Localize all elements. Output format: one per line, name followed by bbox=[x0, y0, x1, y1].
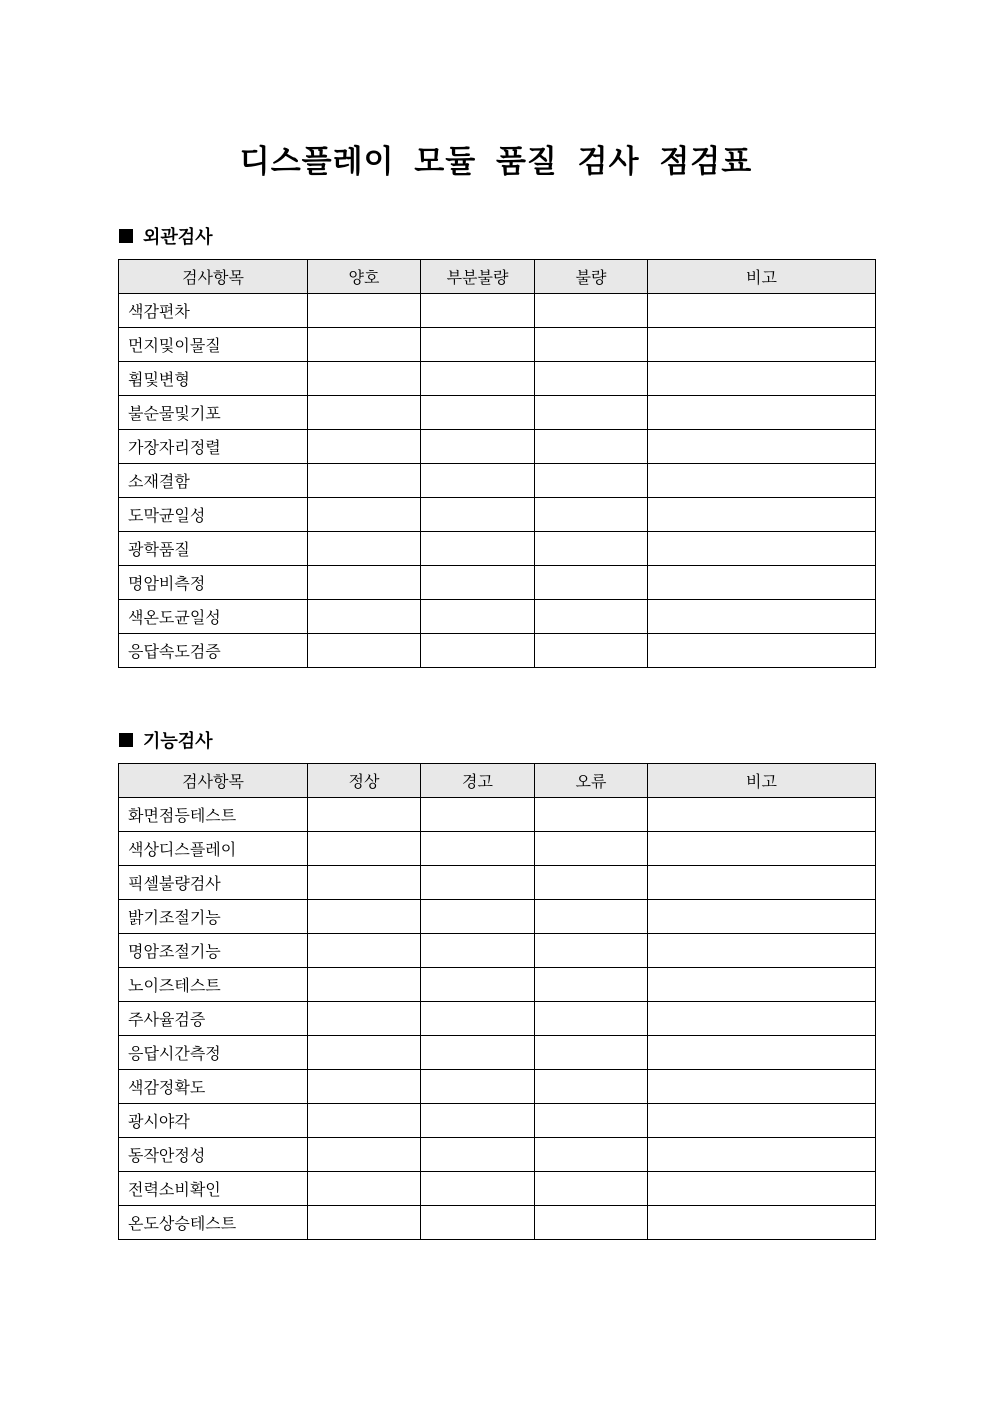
section-heading-appearance bbox=[119, 223, 213, 249]
table-row bbox=[119, 328, 876, 362]
inspection-item-label: 먼지및이물질 bbox=[119, 328, 308, 362]
status-cell-1[interactable] bbox=[308, 1172, 421, 1206]
inspection-item-label: 응답시간측정 bbox=[119, 1036, 308, 1070]
status-cell-1[interactable] bbox=[308, 1206, 421, 1240]
status-cell-2[interactable] bbox=[421, 396, 535, 430]
status-cell-2[interactable] bbox=[421, 934, 535, 968]
table-row bbox=[119, 1070, 876, 1104]
inspection-item-label: 밝기조절기능 bbox=[119, 900, 308, 934]
page-title: 디스플레이 모듈 품질 검사 점검표 bbox=[239, 144, 753, 180]
remarks-cell[interactable] bbox=[648, 798, 876, 832]
header-inspection-item: 검사항목 bbox=[119, 260, 308, 294]
square-bullet-icon bbox=[119, 733, 133, 747]
status-cell-3[interactable] bbox=[535, 396, 648, 430]
table-row bbox=[119, 968, 876, 1002]
remarks-cell[interactable] bbox=[648, 934, 876, 968]
inspection-item-label: 색감편차 bbox=[119, 294, 308, 328]
status-cell-3[interactable] bbox=[535, 900, 648, 934]
remarks-cell[interactable] bbox=[648, 634, 876, 668]
remarks-cell[interactable] bbox=[648, 498, 876, 532]
status-cell-1[interactable] bbox=[308, 832, 421, 866]
status-cell-2[interactable] bbox=[421, 1002, 535, 1036]
header-normal: 정상 bbox=[308, 764, 421, 798]
table-header-row bbox=[119, 260, 876, 294]
remarks-cell[interactable] bbox=[648, 900, 876, 934]
table-row bbox=[119, 396, 876, 430]
header-good: 양호 bbox=[308, 260, 421, 294]
status-cell-3[interactable] bbox=[535, 328, 648, 362]
status-cell-1[interactable] bbox=[308, 464, 421, 498]
status-cell-1[interactable] bbox=[308, 566, 421, 600]
table-row bbox=[119, 566, 876, 600]
table-row bbox=[119, 1104, 876, 1138]
remarks-cell[interactable] bbox=[648, 600, 876, 634]
table-row bbox=[119, 832, 876, 866]
status-cell-3[interactable] bbox=[535, 532, 648, 566]
status-cell-2[interactable] bbox=[421, 866, 535, 900]
remarks-cell[interactable] bbox=[648, 362, 876, 396]
status-cell-3[interactable] bbox=[535, 294, 648, 328]
status-cell-1[interactable] bbox=[308, 498, 421, 532]
status-cell-1[interactable] bbox=[308, 934, 421, 968]
table-row bbox=[119, 1206, 876, 1240]
status-cell-3[interactable] bbox=[535, 934, 648, 968]
status-cell-3[interactable] bbox=[535, 634, 648, 668]
header-inspection-item: 검사항목 bbox=[119, 764, 308, 798]
inspection-item-label: 색상디스플레이 bbox=[119, 832, 308, 866]
remarks-cell[interactable] bbox=[648, 566, 876, 600]
inspection-item-label: 명암조절기능 bbox=[119, 934, 308, 968]
status-cell-2[interactable] bbox=[421, 464, 535, 498]
status-cell-1[interactable] bbox=[308, 600, 421, 634]
appearance-inspection-table bbox=[118, 259, 876, 668]
status-cell-3[interactable] bbox=[535, 1206, 648, 1240]
status-cell-3[interactable] bbox=[535, 866, 648, 900]
remarks-cell[interactable] bbox=[648, 866, 876, 900]
status-cell-2[interactable] bbox=[421, 832, 535, 866]
status-cell-2[interactable] bbox=[421, 1172, 535, 1206]
status-cell-2[interactable] bbox=[421, 498, 535, 532]
table-row bbox=[119, 464, 876, 498]
header-remarks: 비고 bbox=[648, 764, 876, 798]
status-cell-3[interactable] bbox=[535, 566, 648, 600]
table-row bbox=[119, 1036, 876, 1070]
status-cell-3[interactable] bbox=[535, 600, 648, 634]
remarks-cell[interactable] bbox=[648, 464, 876, 498]
status-cell-2[interactable] bbox=[421, 532, 535, 566]
section-heading-function bbox=[119, 727, 213, 753]
status-cell-1[interactable] bbox=[308, 798, 421, 832]
status-cell-2[interactable] bbox=[421, 600, 535, 634]
inspection-item-label: 주사율검증 bbox=[119, 1002, 308, 1036]
status-cell-1[interactable] bbox=[308, 1036, 421, 1070]
status-cell-2[interactable] bbox=[421, 1036, 535, 1070]
inspection-item-label: 가장자리정렬 bbox=[119, 430, 308, 464]
status-cell-1[interactable] bbox=[308, 396, 421, 430]
remarks-cell[interactable] bbox=[648, 1206, 876, 1240]
status-cell-3[interactable] bbox=[535, 1002, 648, 1036]
status-cell-3[interactable] bbox=[535, 1036, 648, 1070]
status-cell-2[interactable] bbox=[421, 1070, 535, 1104]
status-cell-2[interactable] bbox=[421, 1138, 535, 1172]
status-cell-3[interactable] bbox=[535, 430, 648, 464]
status-cell-3[interactable] bbox=[535, 464, 648, 498]
remarks-cell[interactable] bbox=[648, 294, 876, 328]
table-row bbox=[119, 1138, 876, 1172]
remarks-cell[interactable] bbox=[648, 1070, 876, 1104]
table-row bbox=[119, 362, 876, 396]
status-cell-1[interactable] bbox=[308, 1070, 421, 1104]
status-cell-2[interactable] bbox=[421, 566, 535, 600]
inspection-item-label: 광학품질 bbox=[119, 532, 308, 566]
header-defect: 불량 bbox=[535, 260, 648, 294]
remarks-cell[interactable] bbox=[648, 1036, 876, 1070]
status-cell-1[interactable] bbox=[308, 968, 421, 1002]
remarks-cell[interactable] bbox=[648, 1104, 876, 1138]
header-partial-defect: 부분불량 bbox=[421, 260, 535, 294]
table-row bbox=[119, 900, 876, 934]
inspection-item-label: 전력소비확인 bbox=[119, 1172, 308, 1206]
remarks-cell[interactable] bbox=[648, 1172, 876, 1206]
status-cell-1[interactable] bbox=[308, 634, 421, 668]
status-cell-3[interactable] bbox=[535, 498, 648, 532]
status-cell-2[interactable] bbox=[421, 430, 535, 464]
remarks-cell[interactable] bbox=[648, 430, 876, 464]
status-cell-3[interactable] bbox=[535, 1104, 648, 1138]
inspection-item-label: 동작안정성 bbox=[119, 1138, 308, 1172]
status-cell-3[interactable] bbox=[535, 1070, 648, 1104]
square-bullet-icon bbox=[119, 229, 133, 243]
status-cell-1[interactable] bbox=[308, 430, 421, 464]
status-cell-1[interactable] bbox=[308, 866, 421, 900]
inspection-item-label: 노이즈테스트 bbox=[119, 968, 308, 1002]
status-cell-1[interactable] bbox=[308, 362, 421, 396]
status-cell-1[interactable] bbox=[308, 900, 421, 934]
remarks-cell[interactable] bbox=[648, 396, 876, 430]
table-row bbox=[119, 798, 876, 832]
table-row bbox=[119, 430, 876, 464]
header-error: 오류 bbox=[535, 764, 648, 798]
status-cell-2[interactable] bbox=[421, 294, 535, 328]
inspection-item-label: 도막균일성 bbox=[119, 498, 308, 532]
table-row bbox=[119, 498, 876, 532]
remarks-cell[interactable] bbox=[648, 968, 876, 1002]
inspection-item-label: 화면점등테스트 bbox=[119, 798, 308, 832]
status-cell-2[interactable] bbox=[421, 798, 535, 832]
status-cell-2[interactable] bbox=[421, 1206, 535, 1240]
status-cell-2[interactable] bbox=[421, 362, 535, 396]
inspection-item-label: 색온도균일성 bbox=[119, 600, 308, 634]
status-cell-3[interactable] bbox=[535, 1172, 648, 1206]
inspection-item-label: 응답속도검증 bbox=[119, 634, 308, 668]
inspection-item-label: 광시야각 bbox=[119, 1104, 308, 1138]
inspection-item-label: 휨및변형 bbox=[119, 362, 308, 396]
status-cell-3[interactable] bbox=[535, 832, 648, 866]
table-row bbox=[119, 532, 876, 566]
remarks-cell[interactable] bbox=[648, 1138, 876, 1172]
table-row bbox=[119, 600, 876, 634]
table-row bbox=[119, 294, 876, 328]
remarks-cell[interactable] bbox=[648, 1002, 876, 1036]
header-remarks: 비고 bbox=[648, 260, 876, 294]
status-cell-1[interactable] bbox=[308, 328, 421, 362]
table-row bbox=[119, 1002, 876, 1036]
status-cell-3[interactable] bbox=[535, 798, 648, 832]
status-cell-3[interactable] bbox=[535, 1138, 648, 1172]
status-cell-2[interactable] bbox=[421, 328, 535, 362]
table-row bbox=[119, 934, 876, 968]
inspection-item-label: 불순물및기포 bbox=[119, 396, 308, 430]
status-cell-2[interactable] bbox=[421, 634, 535, 668]
section-heading-label: 외관검사 bbox=[143, 227, 213, 248]
inspection-item-label: 온도상승테스트 bbox=[119, 1206, 308, 1240]
status-cell-2[interactable] bbox=[421, 968, 535, 1002]
status-cell-1[interactable] bbox=[308, 294, 421, 328]
status-cell-1[interactable] bbox=[308, 1002, 421, 1036]
inspection-item-label: 명암비측정 bbox=[119, 566, 308, 600]
status-cell-1[interactable] bbox=[308, 1138, 421, 1172]
header-warning: 경고 bbox=[421, 764, 535, 798]
remarks-cell[interactable] bbox=[648, 832, 876, 866]
table-header-row bbox=[119, 764, 876, 798]
function-inspection-table bbox=[118, 763, 876, 1240]
status-cell-2[interactable] bbox=[421, 900, 535, 934]
remarks-cell[interactable] bbox=[648, 532, 876, 566]
inspection-item-label: 색감정확도 bbox=[119, 1070, 308, 1104]
inspection-item-label: 픽셀불량검사 bbox=[119, 866, 308, 900]
status-cell-2[interactable] bbox=[421, 1104, 535, 1138]
status-cell-3[interactable] bbox=[535, 362, 648, 396]
table-row bbox=[119, 634, 876, 668]
inspection-item-label: 소재결함 bbox=[119, 464, 308, 498]
section-heading-label: 기능검사 bbox=[143, 731, 213, 752]
table-row bbox=[119, 866, 876, 900]
status-cell-1[interactable] bbox=[308, 1104, 421, 1138]
status-cell-1[interactable] bbox=[308, 532, 421, 566]
remarks-cell[interactable] bbox=[648, 328, 876, 362]
status-cell-3[interactable] bbox=[535, 968, 648, 1002]
table-row bbox=[119, 1172, 876, 1206]
